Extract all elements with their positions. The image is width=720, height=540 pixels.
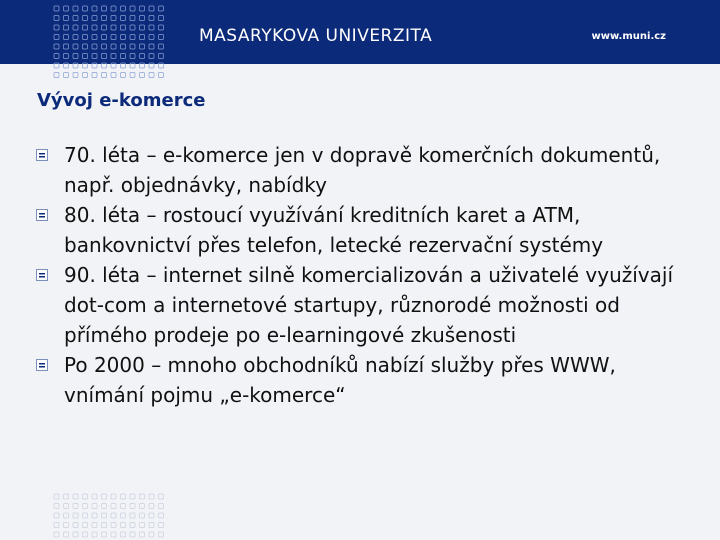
header-bar [0,0,720,64]
square-bullet-icon [36,359,48,371]
square-bullet-icon [36,149,48,161]
bullet-item [36,140,686,200]
bullet-item [36,260,686,350]
bullet-text: Po 2000 – mnoho obchodníků nabízí služby přes WWW, vnímání pojmu „e-komerce“ [64,353,616,407]
square-bullet-icon [36,209,48,221]
bottom-decorative-dots [52,492,168,540]
slide-title: Vývoj e-komerce [37,90,206,111]
bullet-item [36,200,686,260]
square-bullet-icon [36,269,48,281]
university-name: MASARYKOVA UNIVERZITA [199,26,433,46]
bullet-text: 70. léta – e-komerce jen v dopravě komerčních dokumentů, např. objednávky, nabídky [64,143,661,197]
university-website[interactable]: www.muni.cz [591,31,666,42]
bullet-item [36,350,686,410]
bullet-text: 90. léta – internet silně komercializován a uživatelé využívají dot-com a internetové startupy, různorodé možnosti od přímého prodeje po e-learningové zkušenosti [64,263,674,347]
university-logo-dots [52,4,168,80]
bullet-list [36,140,686,410]
bullet-text: 80. léta – rostoucí využívání kreditních karet a ATM, bankovnictví přes telefon, letecké rezervační systémy [64,203,604,257]
